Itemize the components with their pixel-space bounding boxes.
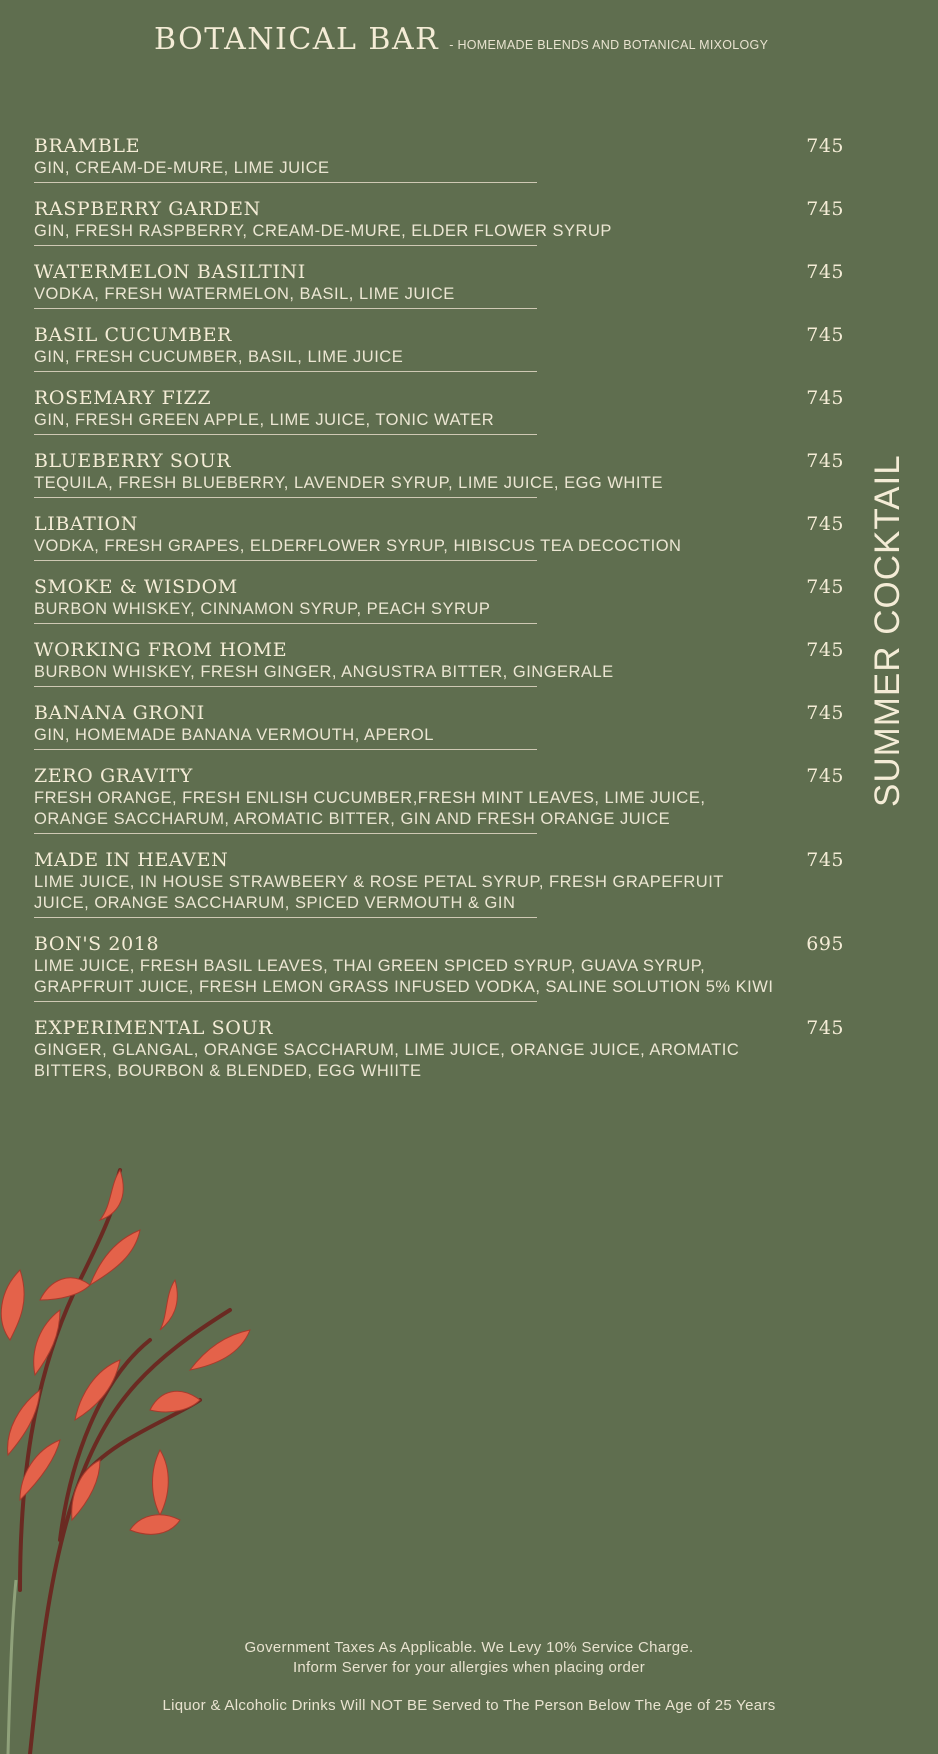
item-name: BRAMBLE [34, 135, 141, 157]
item-description: LIME JUICE, FRESH BASIL LEAVES, THAI GREEN SPICED SYRUP, GUAVA SYRUP, GRAPFRUIT JUICE, FRESH LEMON GRASS INFUSED VODKA, SALINE SOLUTION 5% KIWI [34, 957, 774, 996]
item-price: 745 [806, 387, 844, 409]
item-name: EXPERIMENTAL SOUR [34, 1017, 273, 1039]
menu-item [34, 323, 844, 372]
item-price: 745 [806, 576, 844, 598]
menu-item [34, 848, 844, 918]
item-price: 745 [806, 639, 844, 661]
item-price: 745 [806, 261, 844, 283]
item-name: SMOKE & WISDOM [34, 576, 238, 598]
item-price: 745 [806, 765, 844, 787]
page-title: BOTANICAL BAR [154, 22, 440, 57]
divider [34, 749, 537, 750]
item-name: RASPBERRY GARDEN [34, 198, 261, 220]
footer [0, 1638, 938, 1716]
divider [34, 623, 537, 624]
menu-item [34, 932, 844, 1002]
item-description: TEQUILA, FRESH BLUEBERRY, LAVENDER SYRUP, LIME JUICE, EGG WHITE [34, 474, 664, 492]
item-price: 745 [806, 198, 844, 220]
menu-item [34, 512, 844, 561]
item-name: BASIL CUCUMBER [34, 324, 232, 346]
item-description: GINGER, GLANGAL, ORANGE SACCHARUM, LIME JUICE, ORANGE JUICE, AROMATIC BITTERS, BOURBON & BLENDED, EGG WHIITE [34, 1041, 740, 1080]
divider [34, 1001, 537, 1002]
menu-item [34, 764, 844, 834]
divider [34, 560, 537, 561]
divider [34, 371, 537, 372]
item-description: BURBON WHISKEY, CINNAMON SYRUP, PEACH SYRUP [34, 600, 491, 618]
item-name: BANANA GRONI [34, 702, 205, 724]
item-name: ZERO GRAVITY [34, 765, 193, 787]
item-name: LIBATION [34, 513, 138, 535]
section-title-vertical: SUMMER COCKTAIL [868, 454, 907, 807]
divider [34, 917, 537, 918]
item-description: GIN, FRESH CUCUMBER, BASIL, LIME JUICE [34, 348, 404, 366]
menu-item [34, 260, 844, 309]
item-price: 745 [806, 324, 844, 346]
header [154, 22, 768, 57]
cocktail-list [34, 134, 844, 1082]
item-name: WORKING FROM HOME [34, 639, 288, 661]
item-description: GIN, FRESH RASPBERRY, CREAM-DE-MURE, ELDER FLOWER SYRUP [34, 222, 612, 240]
item-description: LIME JUICE, IN HOUSE STRAWBEERY & ROSE PETAL SYRUP, FRESH GRAPEFRUIT JUICE, ORANGE SACCHARUM, SPICED VERMOUTH & GIN [34, 873, 724, 912]
item-description: GIN, HOMEMADE BANANA VERMOUTH, APEROL [34, 726, 434, 744]
footer-tax-note: Government Taxes As Applicable. We Levy 10% Service Charge. [244, 1639, 694, 1656]
item-price: 745 [806, 513, 844, 535]
footer-allergy-note: Inform Server for your allergies when placing order [292, 1659, 646, 1676]
menu-item [34, 575, 844, 624]
menu-item [34, 701, 844, 750]
item-price: 745 [806, 135, 844, 157]
item-name: BON'S 2018 [34, 933, 160, 955]
footer-age-note: Liquor & Alcoholic Drinks Will NOT BE Served to The Person Below The Age of 25 Years [162, 1697, 776, 1714]
divider [34, 833, 537, 834]
item-price: 745 [806, 450, 844, 472]
item-description: GIN, CREAM-DE-MURE, LIME JUICE [34, 159, 330, 177]
menu-item [34, 134, 844, 183]
divider [34, 245, 537, 246]
item-name: WATERMELON BASILTINI [34, 261, 306, 283]
divider [34, 182, 537, 183]
item-name: MADE IN HEAVEN [34, 849, 229, 871]
item-description: VODKA, FRESH WATERMELON, BASIL, LIME JUICE [34, 285, 455, 303]
menu-item [34, 638, 844, 687]
item-price: 695 [806, 933, 844, 955]
item-price: 745 [806, 849, 844, 871]
item-description: FRESH ORANGE, FRESH ENLISH CUCUMBER,FRESH MINT LEAVES, LIME JUICE, ORANGE SACCHARUM, AROMATIC BITTER, GIN AND FRESH ORANGE JUICE [34, 789, 706, 828]
item-description: VODKA, FRESH GRAPES, ELDERFLOWER SYRUP, HIBISCUS TEA DECOCTION [34, 537, 682, 555]
divider [34, 308, 537, 309]
item-description: BURBON WHISKEY, FRESH GINGER, ANGUSTRA BITTER, GINGERALE [34, 663, 614, 681]
item-name: BLUEBERRY SOUR [34, 450, 232, 472]
menu-item [34, 197, 844, 246]
divider [34, 434, 537, 435]
divider [34, 686, 537, 687]
menu-item [34, 449, 844, 498]
item-name: ROSEMARY FIZZ [34, 387, 212, 409]
item-price: 745 [806, 702, 844, 724]
footer-spacer [0, 1678, 938, 1696]
item-description: GIN, FRESH GREEN APPLE, LIME JUICE, TONIC WATER [34, 411, 495, 429]
menu-item [34, 386, 844, 435]
flower-petals [1, 1170, 250, 1534]
menu-item [34, 1016, 844, 1082]
page-subtitle: - HOMEMADE BLENDS AND BOTANICAL MIXOLOGY [449, 38, 769, 52]
item-price: 745 [806, 1017, 844, 1039]
divider [34, 497, 537, 498]
